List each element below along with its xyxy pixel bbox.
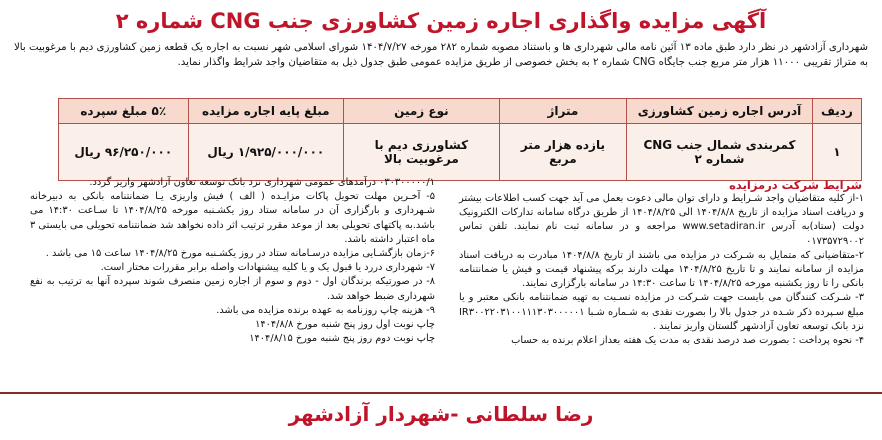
header-metraj: متراژ [499,99,626,124]
condition-item: ۶-زمان بازگشـایی مزایده درسـامانه ستاد در روز یکشـنبه مورخ ۱۴۰۴/۸/۲۵ ساعت ۱۵ می باشد . [45,248,435,260]
cell-type: کشاورزی دیم با مرغوبیت بالا [344,124,500,181]
print-date-first: چاپ نوبت اول روز پنج شنبه مورخ ۱۴۰۴/۸/۸ [255,319,435,331]
print-date-second: چاپ نوبت دوم روز پنج شنبه مورخ ۱۴۰۴/۸/۱۵ [249,333,435,345]
condition-item: ۴- نحوه پرداخت : بصورت صد درصد نقدی به مدت یک هفته بعداز اعلام برنده به حساب [511,335,864,347]
auction-table [58,98,862,181]
header-type: نوع زمین [344,99,500,124]
signature-footer: رضا سلطانی -شهردار آزادشهر [0,392,882,434]
header-base-price: مبلغ پایه اجاره مزایده [188,99,344,124]
table-row [59,124,862,181]
conditions-title: شرایط شرکت درمزایده [729,178,862,192]
cell-base-price: ۱/۹۲۵/۰۰۰/۰۰۰ ریال [188,124,344,181]
condition-item: ۲-متقاضیانی که متمایل به شـرکت در مزایده می باشند از تاریخ ۱۴۰۴/۸/۸ مبادرت به دریافت اسناد مزایده از سامانه نمایند و تا تاریخ ۱۴۰۴/۸/۲۵ مهلت دارند برکه پیشنهاد قیمت و فیش یا ضمانتنامه بانکی را تا روز یکشنبه مورخه ۱۴۰۴/۸/۲۵ تا ساعت ۱۴:۳۰ در سامانه بارگزاری نمایند. [459,249,865,290]
header-deposit: ۵٪ مبلغ سپرده [59,99,189,124]
page-title: آگهی مزایده واگذاری اجاره زمین کشاورزی جنب CNG شماره ۲ [115,9,767,33]
intro-paragraph: شهرداری آزادشهر در نظر دارد طبق ماده ۱۳ آئین نامه مالی شهرداری ها و باستناد مصوبه شماره ۲۸۲ مورخه ۱۴۰۴/۷/۲۷ شورای اسلامی شهر نسبت به اجاره یک قطعه زمین کشاورزی دیم با مرغوبیت بالا به متراژ تقریبی ۱۱۰۰۰ هزار متر مربع جنب جایگاه CNG شماره ۲ به بخش خصوصی از طریق مزایده عمومی طبق جدول ذیل به متقاضیان واجد شرایط واگذار نماید. [14,42,868,68]
condition-item: ۸- در صورتیکه برندگان اول - دوم و سوم از اجاره زمین منصرف شوند سپرده آنها به ترتیب به نفع شهرداری ضبط خواهد شد. [30,276,435,302]
condition-item: ۰۳۰۳۰۰۰۰۰/۱ درآمدهای عمومی شهرداری نزد بانک توسعه تعاون آزادشهر واریز گردد. [89,177,435,188]
condition-item: ۹- هزینه چاپ روزنامه به عهده برنده مزایده می باشد. [216,304,435,316]
condition-item: ۱-از کلیه متقاضیان واجد شـرایط و دارای توان مالی دعوت بعمل می آید جهت کسب اطلاعات بیشتر و دریافت اسناد مزایده از تاریخ ۱۴۰۴/۸/۸ الی ۱۴۰۴/۸/۲۵ از طریق درگاه سامانه تدارکات الکترونیک دولت (ستاد)به آدرس www.setadiran.ir مراجعه و در سامانه ثبت نام نمایند. تلفن تماس ۰۱۷۳۵۷۲۹۰۰۲ [459,193,865,247]
condition-item: ۷- شهرداری دررد یا قبول یک و یا کلیه پیشنهادات واصله برابر مقررات مختار است. [100,262,435,274]
cell-radif: ۱ [812,124,861,181]
table-header-row [59,99,862,124]
header-radif: ردیف [812,99,861,124]
conditions-left-column [30,176,435,346]
cell-deposit: ۹۶/۲۵۰/۰۰۰ ریال [59,124,189,181]
header-address: آدرس اجاره زمین کشاورزی [627,99,813,124]
cell-metraj: یازده هزار متر مربع [499,124,626,181]
condition-item: ۳- شـرکت کنندگان می بایست جهت شـرکت در مزایده نسـبت به تهیه ضمانتنامه بانکی معتبر و یا مبلغ سـپرده ذکر شـده در جدول بالا را بصورت نقدی به شـماره شـبا IR۳۰۰۲۲۰۳۱۰۰۱۱۱۳۰۳۰۰۰۰۰۱ نزد بانک توسعه تعاون آزادشهر گلستان واریز نمایند . [459,292,864,332]
condition-item: ۵- آخـرین مهلت تحویل پاکات مزایـده ( الف ) فیش واریزی یـا ضمانتنامه بانکی به دبیرخانه شـهرداری و بارگزاری آن در سامانه ستاد روز یکشـنبه مورخه ۱۴۰۴/۸/۲۵ تا سـاعت ۱۴:۳۰ می باشد.به پاکتهای تحویلی بعد از موعد مقرر ترتیب اثر داده نخواهد شد ضمانتنامه تحویلی می بایستی ۳ ماه اعتبار داشته باشد. [30,191,436,245]
cell-address: کمربندی شمال جنب CNG شماره ۲ [627,124,813,181]
conditions-right-column [459,192,864,348]
